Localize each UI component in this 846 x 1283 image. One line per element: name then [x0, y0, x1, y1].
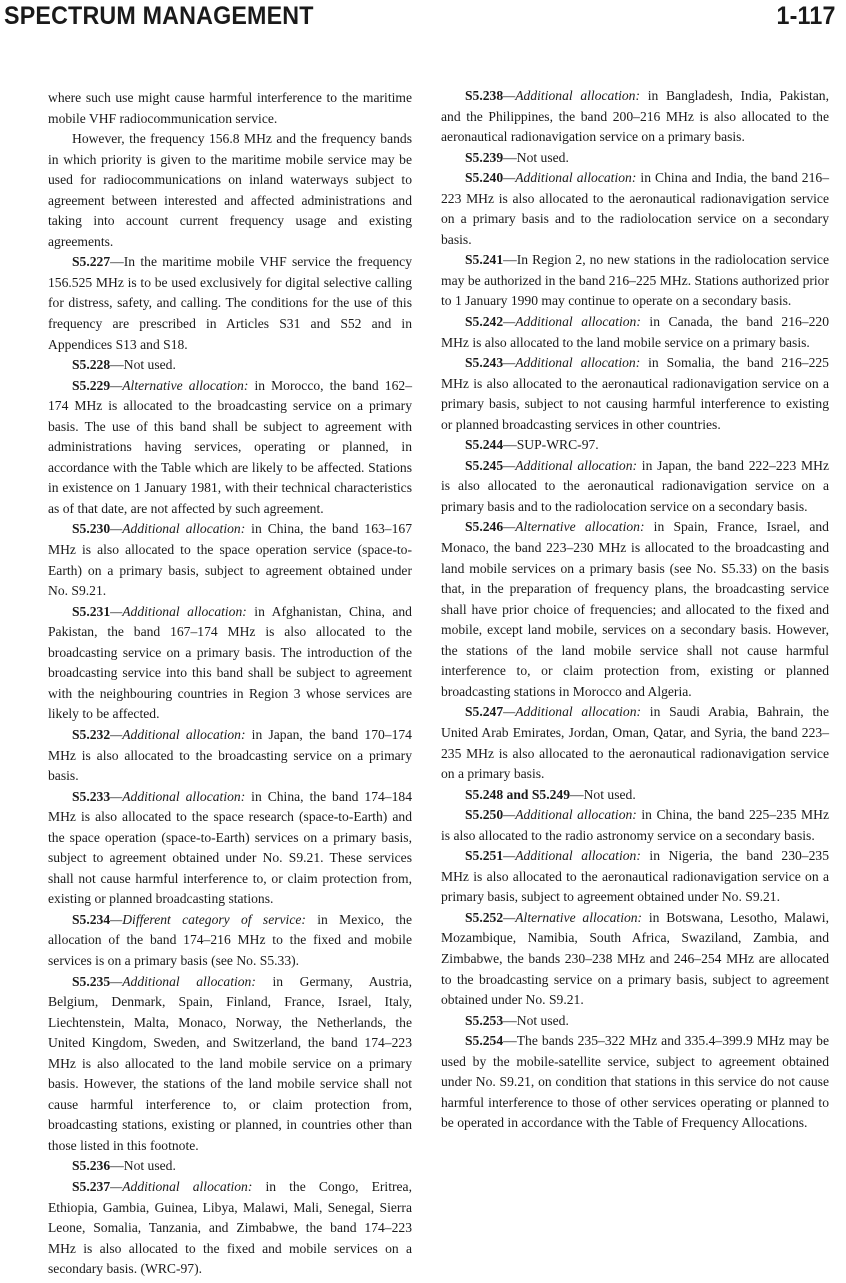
footnote-text: in Afghanistan, China, and Pakistan, the band 167–174 MHz is also allocated to the broadcasting service on a primary basis. The introduction of the broadcasting service into this band shall be subject to agreement with the neighbouring countries in Region 3 whose services are likely to be affected.: [48, 603, 412, 722]
footnote-paragraph: [441, 86, 829, 148]
footnote-number: S5.244: [465, 437, 504, 453]
footnote-text: —The bands 235–322 MHz and 335.4–399.9 MHz may be used by the mobile-satellite service, subject to agreement obtained under No. S9.21, on condition that stations in this service do not cause harmful interference to those of other services operating or planned to be operated in accordance with the Table of Frequency Allocations.: [441, 1033, 829, 1131]
footnote-number: S5.228: [72, 357, 111, 373]
footnote-number: S5.251: [465, 848, 504, 864]
footnote-number: S5.234: [72, 911, 111, 927]
footnote-number: S5.239: [465, 149, 504, 165]
footnote-number: S5.242: [465, 314, 504, 330]
footnote-number: S5.237: [72, 1178, 111, 1194]
footnote-paragraph: [441, 785, 829, 806]
footnote-category: —Additional allocation:: [503, 848, 641, 864]
footnote-text: —Not used.: [110, 357, 176, 373]
footnote-text: —Not used.: [503, 149, 569, 165]
footnote-category: —Additional allocation:: [503, 704, 642, 720]
footnote-text: where such use might cause harmful interference to the maritime mobile VHF radiocommunication service.: [48, 90, 412, 126]
footnote-paragraph: [441, 805, 829, 846]
footnote-paragraph: [441, 148, 829, 169]
footnote-paragraph: [48, 355, 412, 376]
footnote-paragraph: [441, 846, 829, 908]
footnote-paragraph: [441, 702, 829, 784]
footnote-paragraph: [48, 376, 412, 520]
footnote-text: in China and India, the band 216–223 MHz is also allocated to the aeronautical radionavigation service on a primary basis and to the radiolocation service on a secondary basis.: [441, 170, 829, 247]
footnote-paragraph: [48, 129, 412, 252]
footnote-paragraph: [441, 456, 829, 518]
footnote-text: in Saudi Arabia, Bahrain, the United Arab Emirates, Jordan, Oman, Qatar, and Syria, the band 223–235 MHz is also allocated to the aeronautical radionavigation service on a primary basis.: [441, 704, 829, 782]
footnote-text: in Botswana, Lesotho, Malawi, Mozambique, Namibia, South Africa, Swaziland, Zambia, and Zimbabwe, the bands 230–238 MHz and 246–254 MHz are allocated to the broadcasting service on a primary basis, subject to agreement obtained under No. S9.21.: [441, 909, 829, 1008]
footnote-paragraph: [441, 908, 829, 1011]
footnote-text: in Spain, France, Israel, and Monaco, the band 223–230 MHz is allocated to the broadcasting and land mobile services on a primary basis (see No. S5.33) on the basis that, in the preparation of frequency plans, the broadcasting service shall have prior choice of frequencies; and allocated to the fixed and mobile, except land mobile, services on a secondary basis. However, the stations of the land mobile service shall not cause harmful interference to, or claim protection from, existing or planned broadcasting stations in Morocco and Algeria.: [441, 519, 829, 699]
footnote-text: in the Congo, Eritrea, Ethiopia, Gambia, Guinea, Libya, Malawi, Mali, Senegal, Sierra Leone, Somalia, Tanzania, and Zimbabwe, the band 174–223 MHz is also allocated to the fixed and mobile services on a secondary basis. (WRC-97).: [48, 1178, 412, 1277]
footnote-text: in Nigeria, the band 230–235 MHz is also allocated to the aeronautical radionavigation service on a primary basis, subject to agreement obtained under No. S9.21.: [441, 848, 829, 905]
footnote-text: in Canada, the band 216–220 MHz is also allocated to the land mobile service on a primary basis.: [441, 314, 829, 350]
footnote-paragraph: [48, 972, 412, 1157]
footnote-category: —Alternative allocation:: [503, 519, 645, 535]
footnote-paragraph: [48, 1156, 412, 1177]
footnote-number: S5.245: [465, 457, 504, 473]
footnote-text: in China, the band 225–235 MHz is also allocated to the radio astronomy service on a secondary basis.: [441, 807, 829, 843]
footnote-category: —Additional allocation:: [503, 807, 637, 823]
footnote-paragraph: [48, 602, 412, 725]
footnote-number: S5.230: [72, 521, 111, 537]
footnote-number: S5.235: [72, 973, 111, 989]
footnote-category: —Additional allocation:: [110, 973, 256, 989]
footnote-category: —Alternative allocation:: [110, 377, 249, 393]
footnote-paragraph: [441, 312, 829, 353]
footnote-paragraph: [48, 787, 412, 910]
footnote-text: in Mexico, the allocation of the band 174–216 MHz to the fixed and mobile services is on a primary basis (see No. S5.33).: [48, 911, 412, 968]
footnote-paragraph: [441, 353, 829, 435]
footnote-text: in Somalia, the band 216–225 MHz is also allocated to the aeronautical radionavigation service on a primary basis, subject to not causing harmful interference to existing or planned broadcasting services in other countries.: [441, 355, 829, 432]
footnote-category: —Additional allocation:: [503, 170, 637, 186]
footnote-text: —SUP-WRC-97.: [503, 437, 599, 453]
footnote-paragraph: [48, 519, 412, 601]
footnote-paragraph: [441, 1031, 829, 1134]
footnote-paragraph: [48, 1177, 412, 1280]
footnote-number: S5.247: [465, 704, 504, 720]
footnote-text: However, the frequency 156.8 MHz and the frequency bands in which priority is given to the maritime mobile service may be used for radiocommunications on inland waterways subject to agreement between interested and affected administrations and taking into account current frequency usage and existing agreements.: [48, 131, 412, 249]
footnote-text: —Not used.: [503, 1012, 569, 1028]
footnote-number: S5.227: [72, 254, 111, 270]
footnote-number: S5.233: [72, 788, 111, 804]
footnote-category: —Additional allocation:: [503, 88, 640, 103]
footnote-paragraph: [48, 88, 412, 129]
footnote-text: —Not used.: [110, 1158, 176, 1174]
right-column: [441, 86, 829, 1134]
left-column: [48, 88, 412, 1280]
footnote-text: in China, the band 163–167 MHz is also allocated to the space operation service (space-to-Earth) on a primary basis, subject to agreement obtained under No. S9.21.: [48, 521, 412, 599]
footnote-category: —Additional allocation:: [503, 314, 641, 330]
footnote-category: —Additional allocation:: [110, 1178, 253, 1194]
footnote-paragraph: [48, 910, 412, 972]
footnote-text: in China, the band 174–184 MHz is also allocated to the space research (space-to-Earth) and the space operation (space-to-Earth) services on a primary basis, subject to agreement obtained under No. S9.21. These services shall not cause harmful interference to, or claim protection from, existing or planned broadcasting stations.: [48, 788, 412, 907]
footnote-text: in Morocco, the band 162–174 MHz is allocated to the broadcasting service on a primary basis. The use of this band shall be subject to agreement with administrations having services, operating or planned, in accordance with the Table which are likely to be affected. Stations in existence on 1 January 1981, with their technical characteristics as of that date, are not affected by such agreement.: [48, 377, 412, 516]
footnote-text: —Not used.: [570, 786, 636, 802]
footnote-number: S5.252: [465, 909, 504, 925]
footnote-text: —In Region 2, no new stations in the radiolocation service may be authorized in the band 216–225 MHz. Stations authorized prior to 1 January 1990 may continue to operate on a secondary basis.: [441, 252, 829, 309]
footnote-category: —Additional allocation:: [110, 603, 247, 619]
footnote-number: S5.231: [72, 603, 111, 619]
footnote-paragraph: [441, 517, 829, 702]
footnote-paragraph: [441, 250, 829, 312]
footnote-category: —Additional allocation:: [110, 788, 246, 804]
running-header-title: SPECTRUM MANAGEMENT: [4, 2, 314, 30]
footnote-category: —Alternative allocation:: [503, 909, 643, 925]
footnote-number: S5.241: [465, 252, 504, 268]
footnote-category: —Additional allocation:: [503, 457, 638, 473]
footnote-number: S5.240: [465, 170, 504, 186]
footnote-number: S5.246: [465, 519, 504, 535]
footnote-paragraph: [48, 252, 412, 355]
footnote-number: S5.248 and S5.249: [465, 786, 571, 802]
footnote-text: —In the maritime mobile VHF service the frequency 156.525 MHz is to be used exclusively for digital selective calling for distress, safety, and calling. The conditions for the use of this frequency are prescribed in Articles S31 and S52 and in Appendices S13 and S18.: [48, 254, 412, 352]
footnote-number: S5.253: [465, 1012, 504, 1028]
footnote-number: S5.229: [72, 377, 111, 393]
footnote-text: in Japan, the band 170–174 MHz is also allocated to the broadcasting service on a primary basis.: [48, 726, 412, 784]
footnote-paragraph: [441, 168, 829, 250]
footnote-category: —Additional allocation:: [503, 355, 641, 371]
footnote-category: —Different category of service:: [110, 911, 306, 927]
footnote-number: S5.236: [72, 1158, 111, 1174]
footnote-paragraph: [441, 1011, 829, 1032]
footnote-paragraph: [441, 435, 829, 456]
footnote-category: —Additional allocation:: [110, 521, 246, 537]
footnote-text: in Bangladesh, India, Pakistan, and the Philippines, the band 200–216 MHz is also allocated to the aeronautical radionavigation service on a primary basis.: [441, 88, 829, 145]
footnote-text: in Japan, the band 222–223 MHz is also allocated to the aeronautical radionavigation service on a primary basis and to the radiolocation service on a secondary basis.: [441, 457, 829, 514]
footnote-number: S5.232: [72, 726, 111, 742]
footnote-number: S5.254: [465, 1033, 504, 1049]
footnote-paragraph: [48, 725, 412, 787]
footnote-category: —Additional allocation:: [110, 726, 246, 742]
page-number: 1-117: [776, 2, 836, 30]
footnote-number: S5.238: [465, 88, 504, 103]
footnote-text: in Germany, Austria, Belgium, Denmark, Spain, Finland, France, Israel, Italy, Liechtenstein, Malta, Monaco, Norway, the Netherlands, the United Kingdom, Sweden, and Switzerland, the band 174–223 MHz is also allocated to the land mobile service on a primary basis. However, the stations of the land mobile service shall not cause harmful interference to, or claim protection from, broadcasting stations, existing or planned, in countries other than those listed in this footnote.: [48, 973, 412, 1153]
footnote-number: S5.243: [465, 355, 504, 371]
footnote-number: S5.250: [465, 807, 504, 823]
